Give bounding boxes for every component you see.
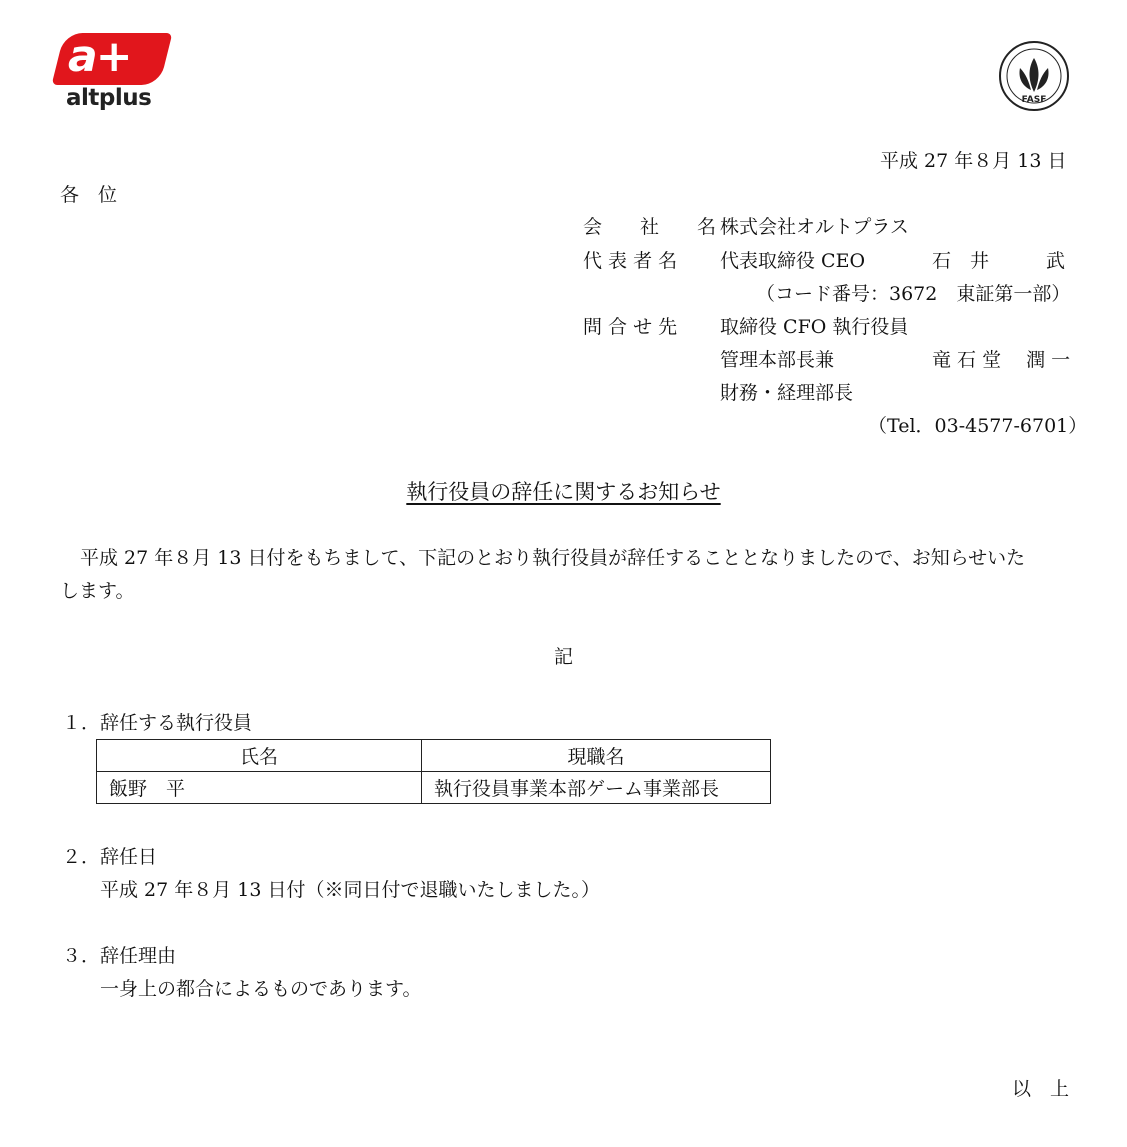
stock-code-line: （コード番号：3672 東証第一部） [756,283,1071,305]
contact-title-1: 取締役 CFO 執行役員 [720,316,909,338]
document-date: 平成 27 年８月 13 日 [880,150,1067,172]
seal-text: FASF [1021,95,1047,105]
table-row [97,772,771,804]
addressee: 各 位 [60,184,118,206]
representative-title: 代表取締役 CEO [720,250,866,272]
table-header-name: 氏名 [97,740,422,772]
closing-mark: 以 上 [1012,1078,1070,1100]
officer-table [96,739,771,804]
body-line-2: します。 [60,580,135,602]
section-2-text: 平成 27 年８月 13 日付（※同日付で退職いたしました。） [100,879,601,901]
contact-title-3: 財務・経理部長 [720,382,854,404]
representative-label: 代 表 者 名 [583,250,678,272]
contact-title-2: 管理本部長兼 [720,349,835,371]
table-cell-position: 執行役員事業本部ゲーム事業部長 [422,772,771,804]
document-title: 執行役員の辞任に関するお知らせ [406,480,721,504]
body-line-1: 平成 27 年８月 13 日付をもちまして、下記のとおり執行役員が辞任することとなりましたので、お知らせいた [80,547,1026,569]
table-cell-name: 飯野 平 [97,772,422,804]
table-header-row [97,740,771,772]
ki-marker: 記 [553,646,573,668]
logo-glyph: a+ [68,31,131,82]
contact-tel: （Tel．03-4577-6701） [868,415,1088,437]
contact-label: 問 合 せ 先 [583,316,678,338]
company-logo [58,33,170,115]
section-3-heading: ３．辞任理由 [62,945,177,967]
section-2-heading: ２．辞任日 [62,846,158,868]
fasf-seal-icon [998,40,1070,112]
representative-name: 石 井 武 [932,250,1066,272]
table-header-position: 現職名 [422,740,771,772]
contact-name: 竜 石 堂 潤 一 [932,349,1071,371]
section-3-text: 一身上の都合によるものであります。 [100,978,422,1000]
company-label: 会 社 名 [583,216,717,238]
logo-text: altplus [66,85,152,111]
section-1-heading: １．辞任する執行役員 [62,712,253,734]
company-value: 株式会社オルトプラス [720,216,909,238]
